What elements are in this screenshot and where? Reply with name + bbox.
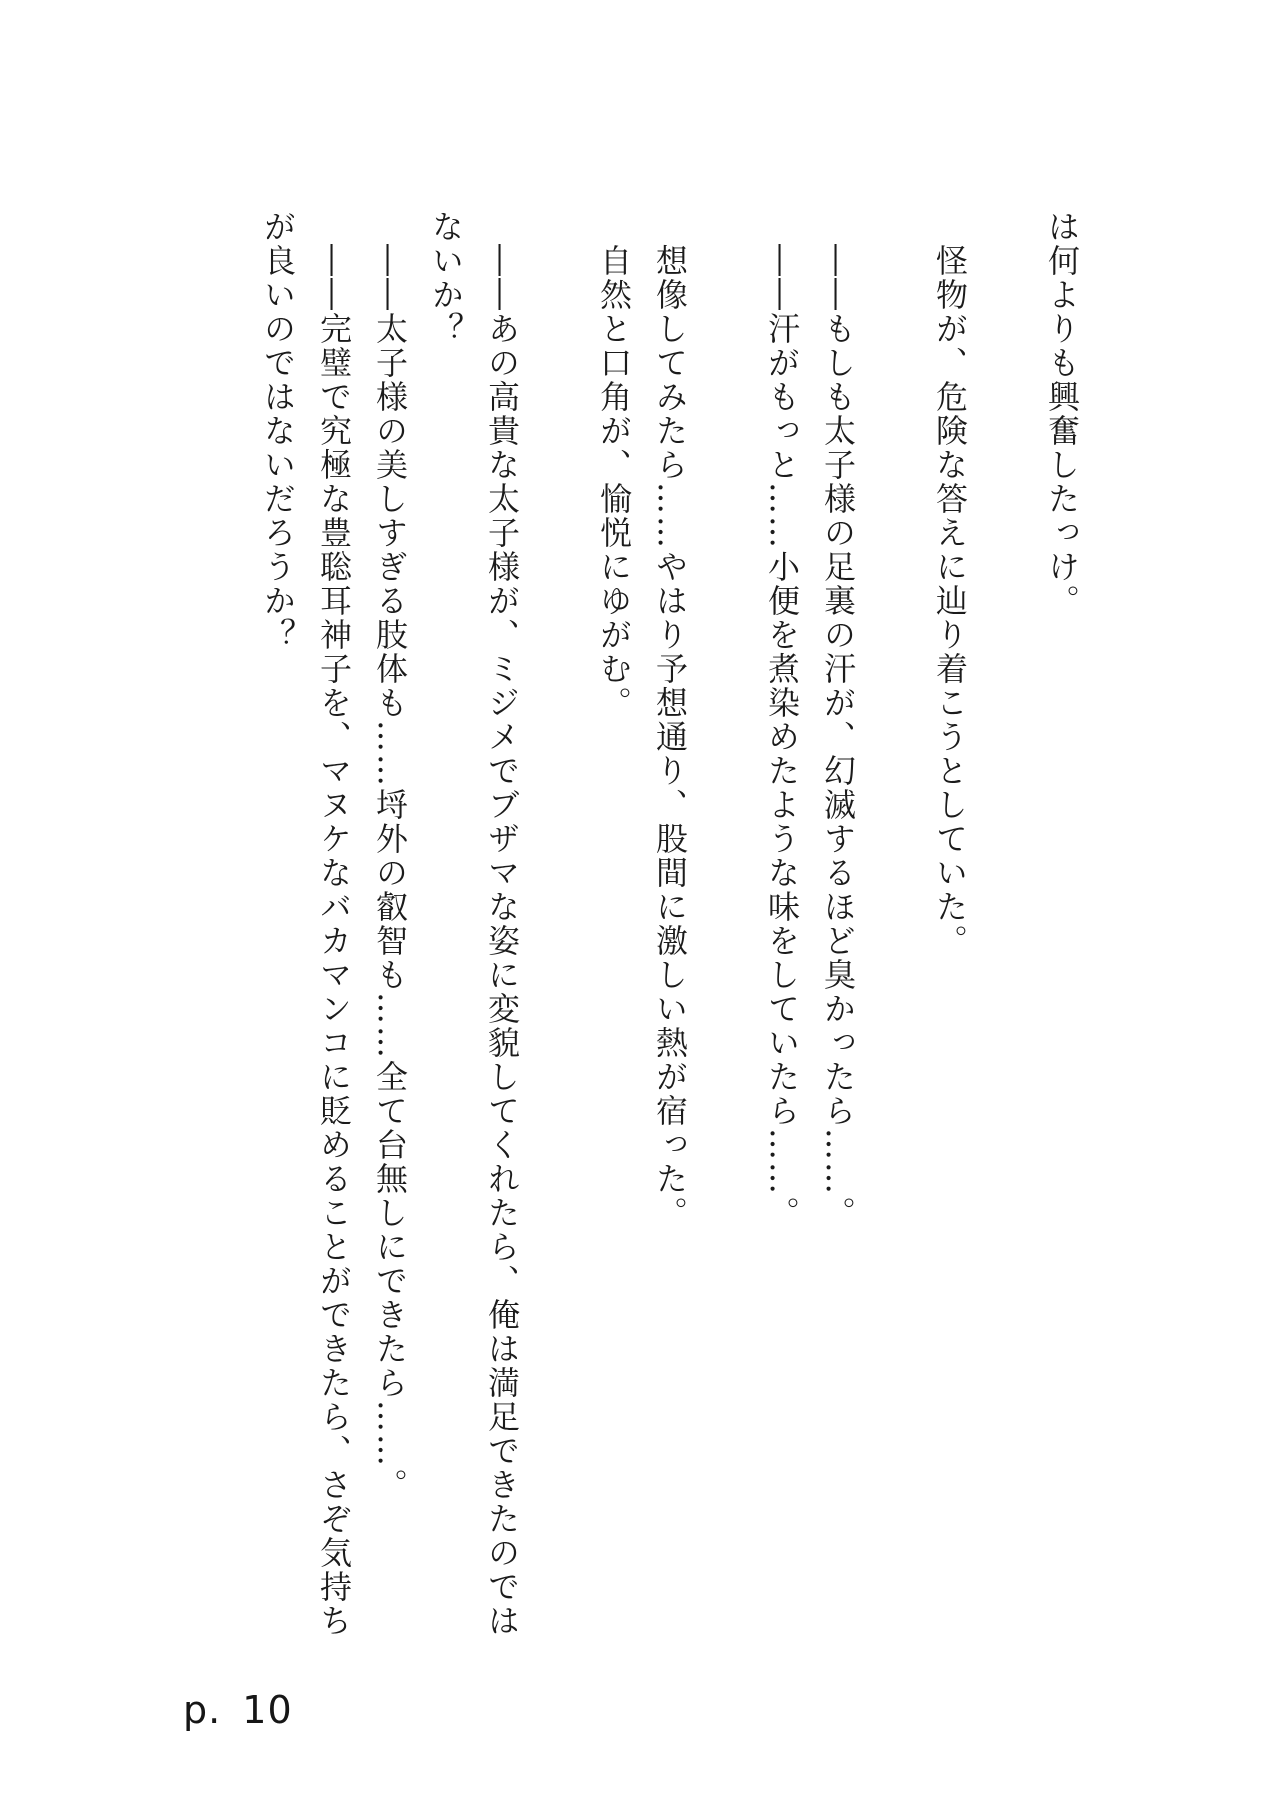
- paragraph: 怪物が、危険な答えに辿り着こうとしていた。: [931, 244, 969, 958]
- paragraph: 自然と口角が、愉悦にゆがむ。: [595, 244, 633, 720]
- paragraph: ――太子様の美しすぎる肢体も……埒外の叡智も……全て台無しにできたら……。: [371, 244, 409, 1502]
- paragraph: ――もしも太子様の足裏の汗が、幻滅するほど臭かったら……。: [819, 244, 857, 1230]
- paragraph: ――あの高貴な太子様が、ミジメでブザマな姿に変貌してくれたら、俺は満足できたのではないか？: [427, 210, 521, 1638]
- page-number: p. 10: [183, 1688, 293, 1732]
- vertical-text-block: [190, 210, 1090, 1650]
- paragraph: は何よりも興奮したっけ。: [1043, 210, 1081, 618]
- paragraph: 想像してみたら……やはり予想通り、股間に激しい熱が宿った。: [651, 244, 689, 1230]
- paragraph: ――汗がもっと……小便を煮染めたような味をしていたら……。: [763, 244, 801, 1230]
- paragraph: ――完璧で究極な豊聡耳神子を、マヌケなバカマンコに貶めることができたら、さぞ気持ちが良いのではないだろうか？: [259, 210, 353, 1638]
